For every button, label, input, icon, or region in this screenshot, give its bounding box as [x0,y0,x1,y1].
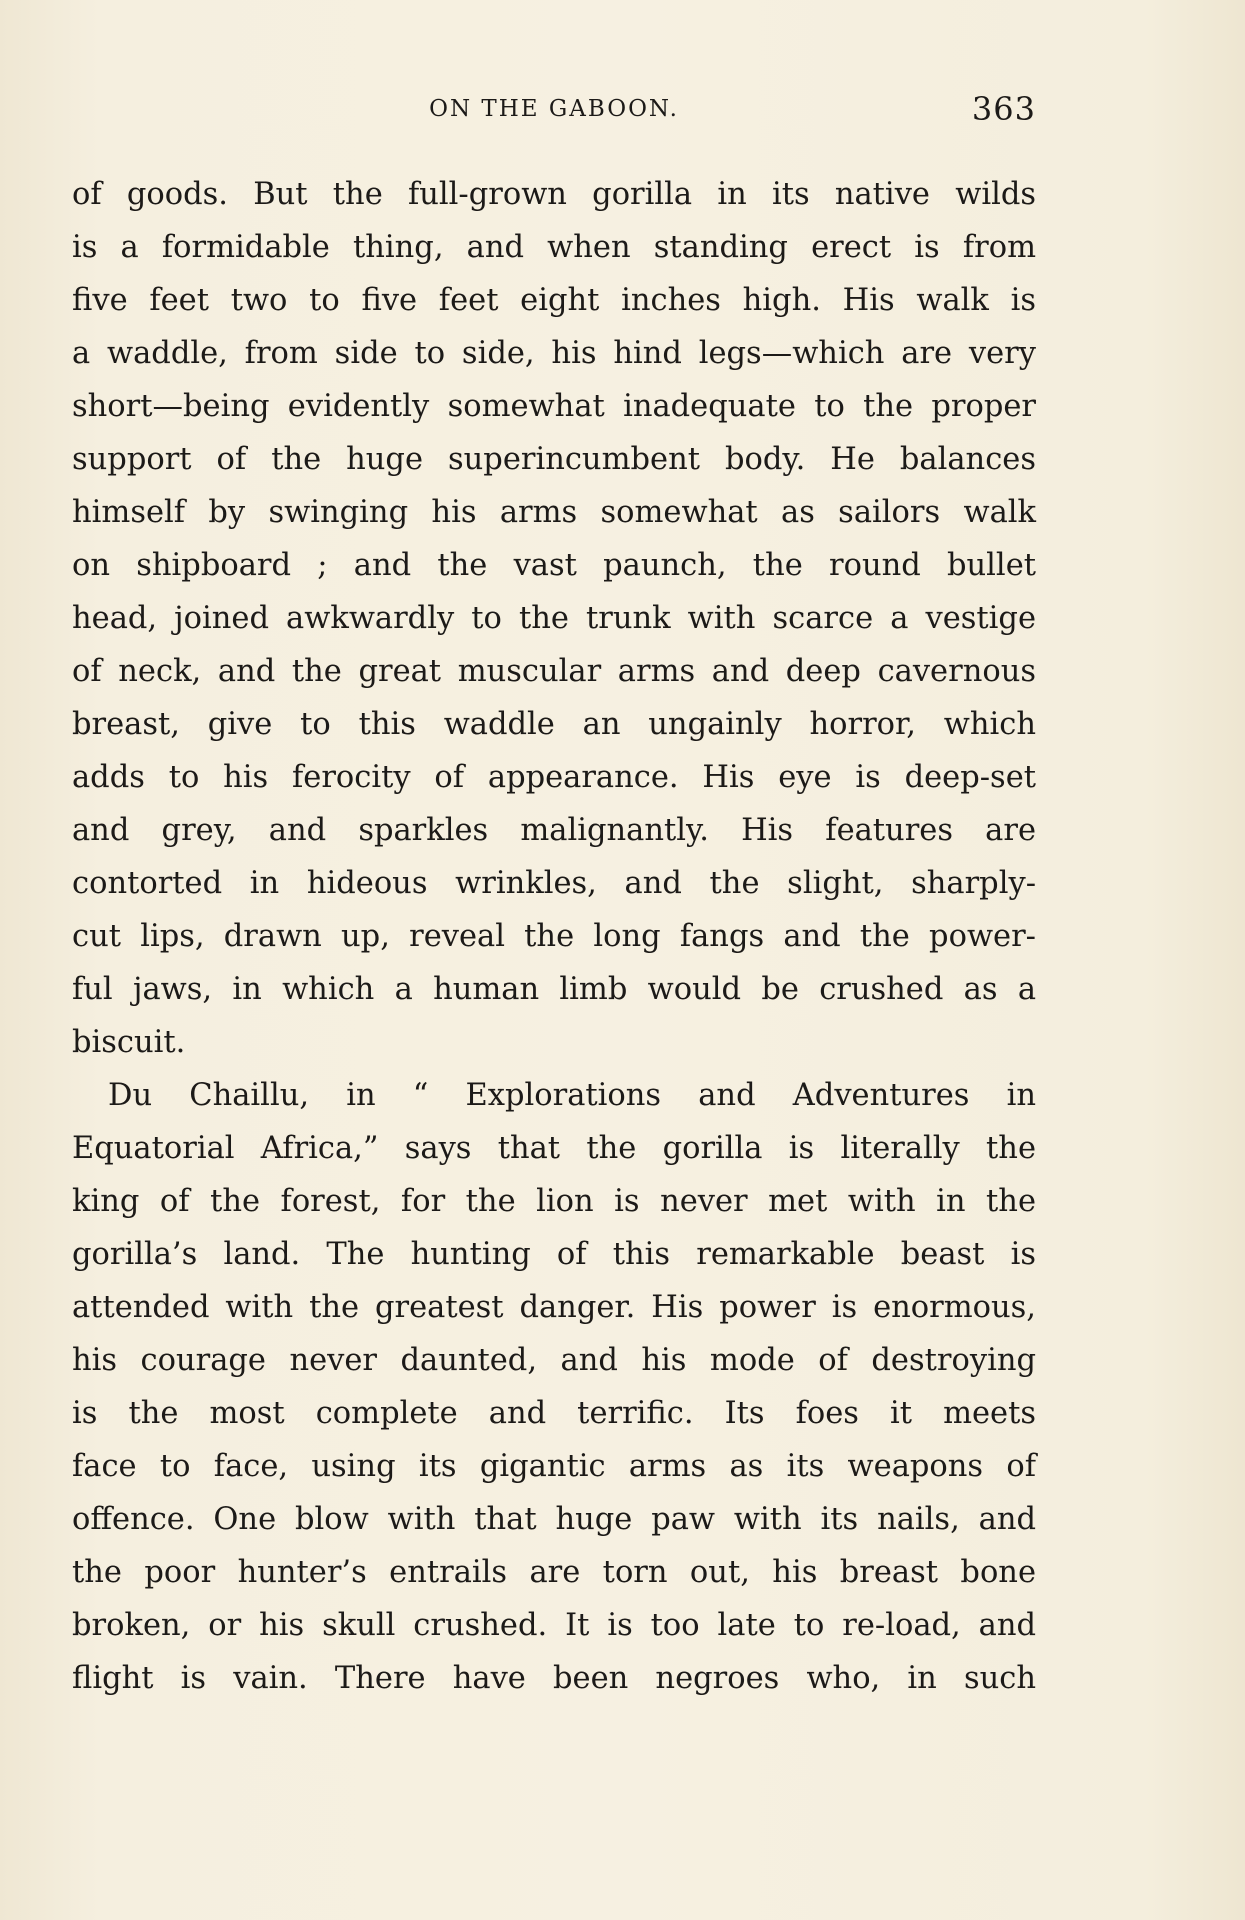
text-line: is the most complete and terrific. Its foes it meets [72,1396,1036,1431]
text-line: gorilla’s land. The hunting of this remarkable beast is [72,1237,1036,1272]
text-line: support of the huge superincumbent body. He balances [72,442,1036,477]
text-line: the poor hunter’s entrails are torn out, his breast bone [72,1555,1036,1590]
text-line: offence. One blow with that huge paw with its nails, and [72,1502,1036,1537]
text-line: contorted in hideous wrinkles, and the slight, sharply- [72,866,1036,901]
text-line: and grey, and sparkles malignantly. His features are [72,813,1036,848]
page-number: 363 [971,90,1036,128]
text-line: is a formidable thing, and when standing erect is from [72,230,1036,265]
text-line: of neck, and the great muscular arms and deep cavernous [72,654,1036,689]
text-line: Equatorial Africa,” says that the gorilla is literally the [72,1131,1036,1166]
text-line: short—being evidently somewhat inadequate to the proper [72,389,1036,424]
text-line: face to face, using its gigantic arms as its weapons of [72,1449,1036,1484]
text-line: broken, or his skull crushed. It is too late to re-load, and [72,1608,1036,1643]
page-header [72,90,1036,136]
text-line: biscuit. [72,1025,186,1060]
text-line: attended with the greatest danger. His power is enormous, [72,1290,1036,1325]
text-line: Du Chaillu, in “ Explorations and Adventures in [108,1078,1036,1113]
text-line: adds to his ferocity of appearance. His eye is deep-set [72,760,1036,795]
body-text [72,168,1036,1705]
text-line: king of the forest, for the lion is never met with in the [72,1184,1036,1219]
text-line: cut lips, drawn up, reveal the long fangs and the power- [72,919,1036,954]
text-line: head, joined awkwardly to the trunk with scarce a vestige [72,601,1036,636]
text-line: ful jaws, in which a human limb would be crushed as a [72,972,1036,1007]
text-line: a waddle, from side to side, his hind legs—which are very [72,336,1036,371]
text-line: his courage never daunted, and his mode of destroying [72,1343,1036,1378]
running-title: ON THE GABOON. [429,96,679,122]
text-line: on shipboard ; and the vast paunch, the round bullet [72,548,1036,583]
text-line: breast, give to this waddle an ungainly horror, which [72,707,1036,742]
text-line: flight is vain. There have been negroes who, in such [72,1661,1036,1696]
text-line: himself by swinging his arms somewhat as sailors walk [72,495,1036,530]
text-line: five feet two to five feet eight inches high. His walk is [72,283,1036,318]
text-line: of goods. But the full-grown gorilla in its native wilds [72,177,1036,212]
